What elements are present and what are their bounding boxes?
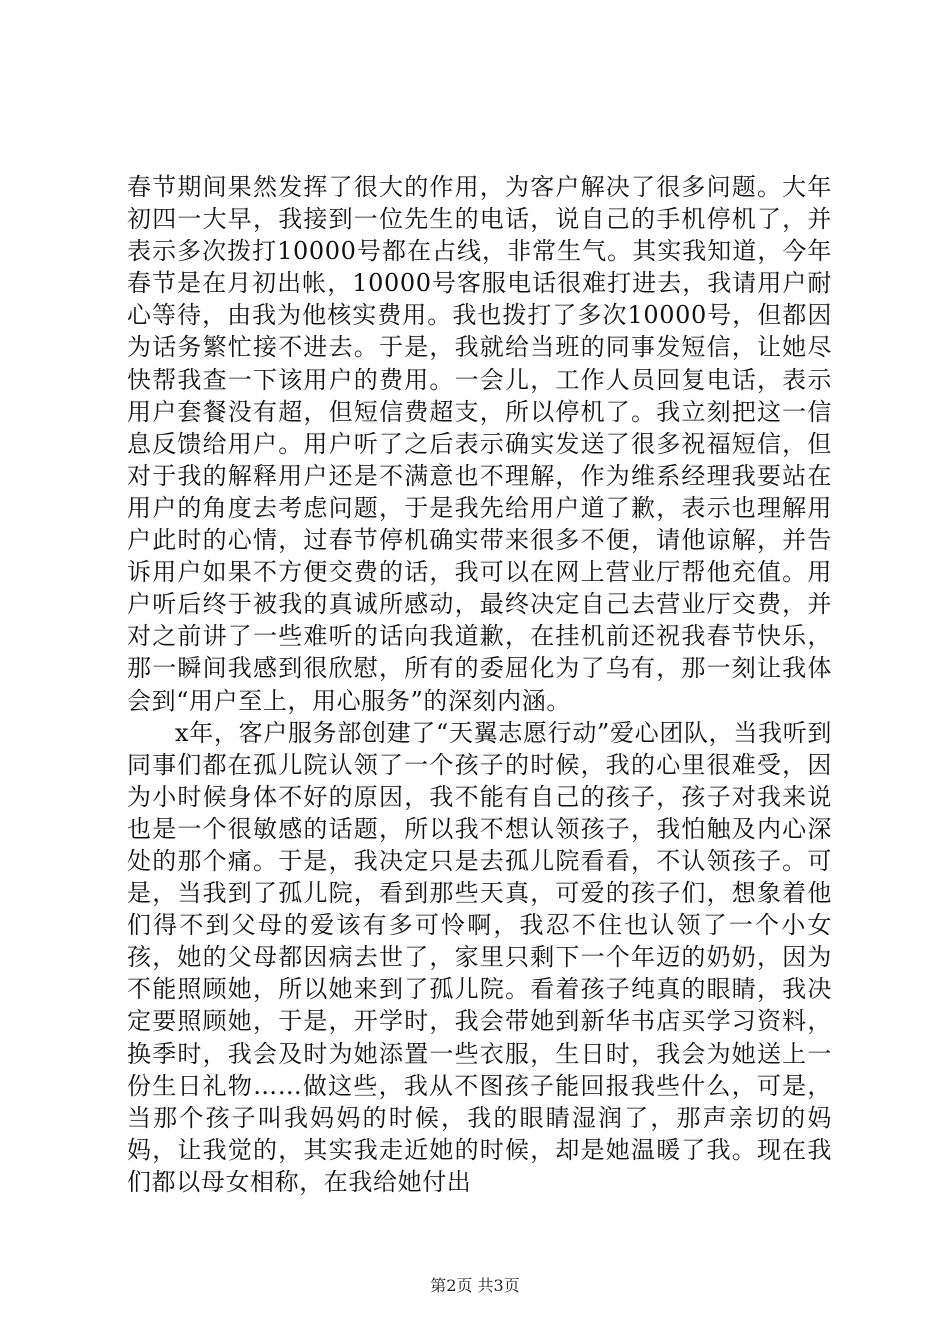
page-indicator: 第2页 共3页	[430, 1276, 520, 1295]
paragraph-2: x年，客户服务部创建了“天翼志愿行动”爱心团队，当我听到同事们都在孤儿院认领了一个孩子的时候，我的心里很难受，因为小时候身体不好的原因，我不能有自己的孩子，孩子对我来说也是一个很敏感的话题，所以我不想认领孩子，我怕触及内心深处的那个痛。于是，我决定只是去孤儿院看看，不认领孩子。可是，当我到了孤儿院，看到那些天真，可爱的孩子们，想象着他们得不到父母的爱该有多可怜啊，我忍不住也认领了一个小女孩，她的父母都因病去世了，家里只剩下一个年迈的奶奶，因为不能照顾她，所以她来到了孤儿院。看着孩子纯真的眼睛，我决定要照顾她，于是，开学时，我会带她到新华书店买学习资料，换季时，我会及时为她添置一些衣服，生日时，我会为她送上一份生日礼物……做这些，我从不图孩子能回报我些什么，可是，当那个孩子叫我妈妈的时候，我的眼睛湿润了，那声亲切的妈妈，让我觉的，其实我走近她的时候，却是她温暖了我。现在我们都以母女相称，在我给她付出	[127, 718, 832, 1196]
document-body	[127, 171, 832, 1198]
paragraph-1: 春节期间果然发挥了很大的作用，为客户解决了很多问题。大年初四一大早，我接到一位先生的电话，说自己的手机停机了，并表示多次拨打10000号都在占线，非常生气。其实我知道，今年春节是在月初出帐，10000号客服电话很难打进去，我请用户耐心等待，由我为他核实费用。我也拨打了多次10000号，但都因为话务繁忙接不进去。于是，我就给当班的同事发短信，让她尽快帮我查一下该用户的费用。一会儿，工作人员回复电话，表示用户套餐没有超，但短信费超支，所以停机了。我立刻把这一信息反馈给用户。用户听了之后表示确实发送了很多祝福短信，但对于我的解释用户还是不满意也不理解，作为维系经理我要站在用户的角度去考虑问题，于是我先给用户道了歉，表示也理解用户此时的心情，过春节停机确实带来很多不便，请他谅解，并告诉用户如果不方便交费的话，我可以在网上营业厅帮他充值。用户听后终于被我的真诚所感动，最终决定自己去营业厅交费，并对之前讲了一些难听的话向我道歉，在挂机前还祝我春节快乐，那一瞬间我感到很欣慰，所有的委屈化为了乌有，那一刻让我体会到“用户至上，用心服务”的深刻内涵。	[127, 173, 832, 715]
page-footer	[0, 1276, 950, 1296]
